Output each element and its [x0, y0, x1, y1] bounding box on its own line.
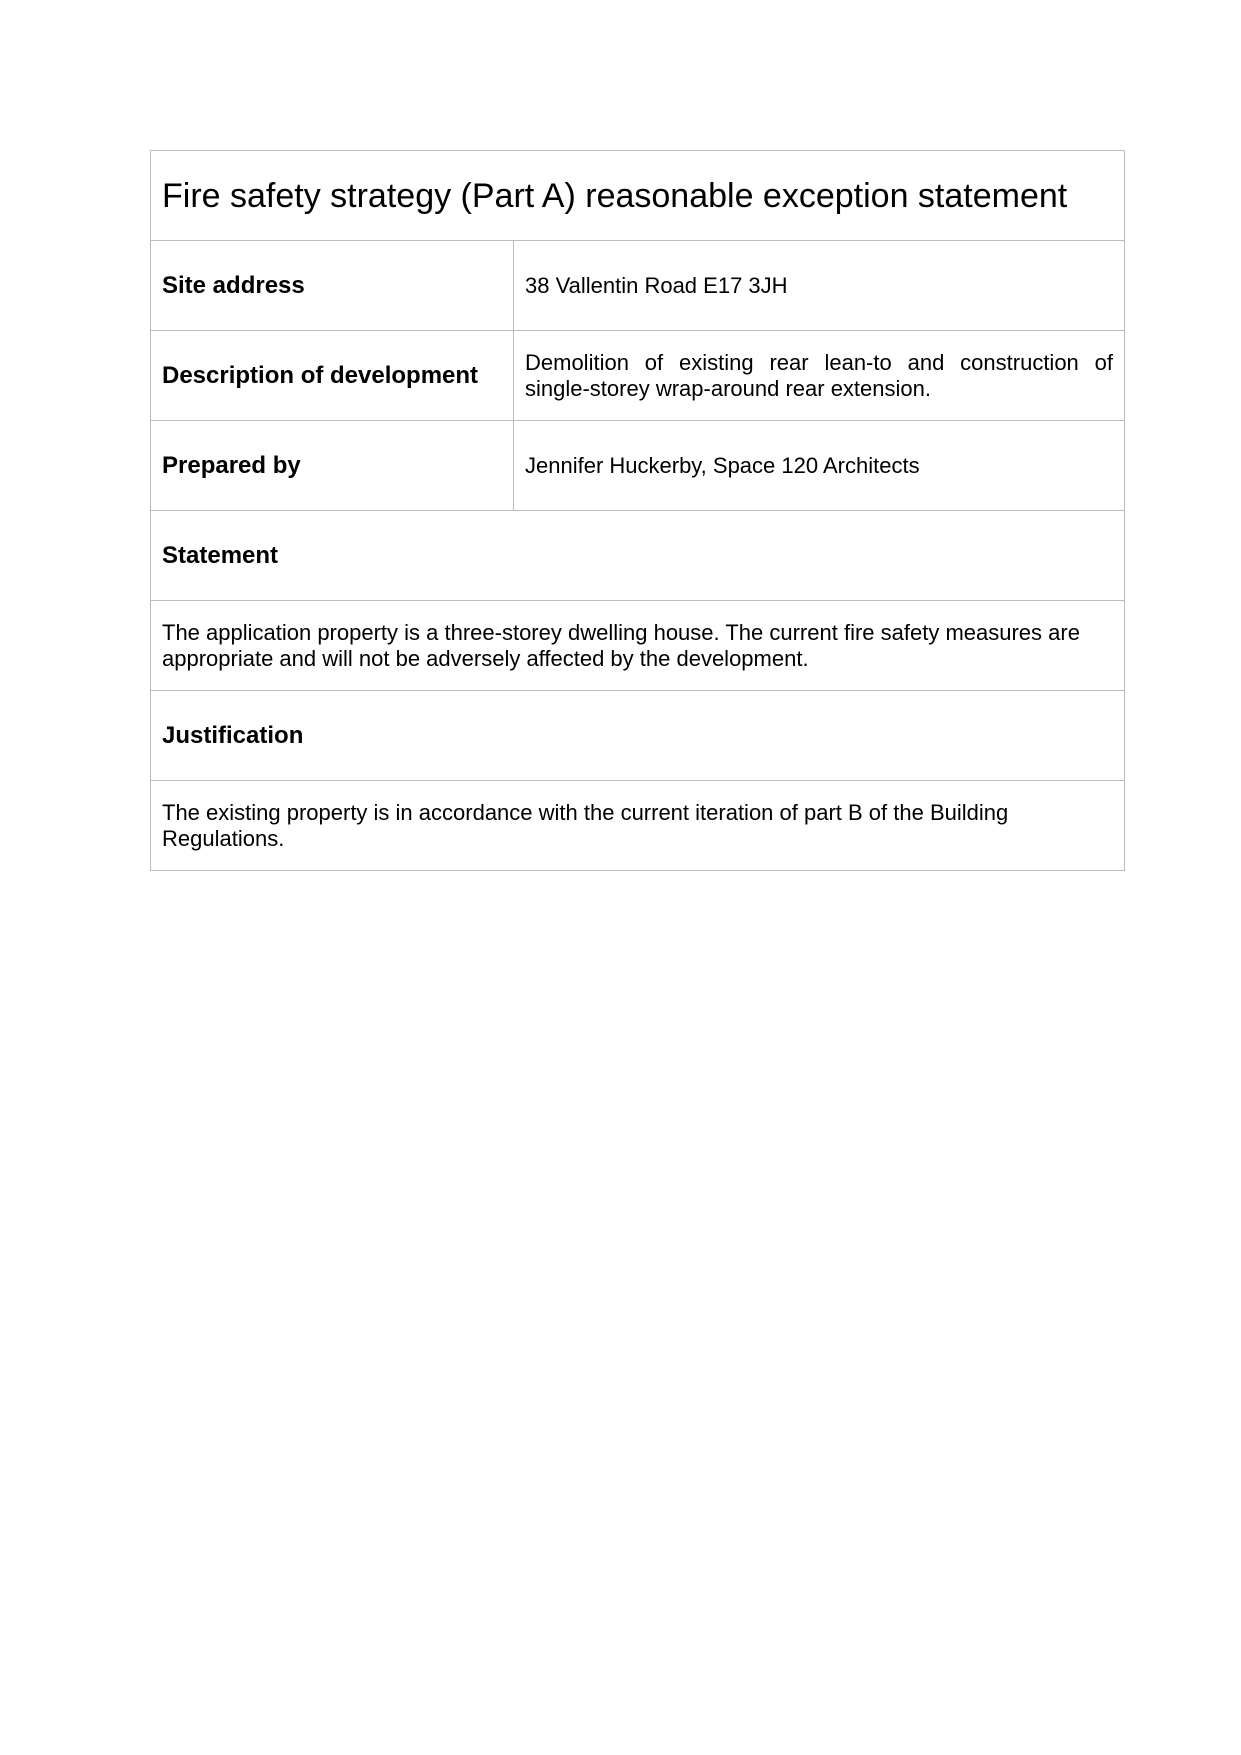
justification-heading: Justification: [151, 691, 1125, 781]
document-title: Fire safety strategy (Part A) reasonable exception statement: [151, 151, 1125, 241]
title-row: [151, 151, 1125, 241]
justification-heading-row: [151, 691, 1125, 781]
justification-text-row: [151, 781, 1125, 871]
statement-heading: Statement: [151, 511, 1125, 601]
justification-text: The existing property is in accordance with the current iteration of part B of the Building Regulations.: [151, 781, 1125, 871]
field-row-site-address: [151, 241, 1125, 331]
statement-text-row: [151, 601, 1125, 691]
prepared-by-label: Prepared by: [151, 421, 514, 511]
prepared-by-value: Jennifer Huckerby, Space 120 Architects: [514, 421, 1125, 511]
description-value: Demolition of existing rear lean-to and construction of single-storey wrap-around rear extension.: [514, 331, 1125, 421]
statement-heading-row: [151, 511, 1125, 601]
statement-text: The application property is a three-storey dwelling house. The current fire safety measures are appropriate and will not be adversely affected by the development.: [151, 601, 1125, 691]
fire-safety-statement-table: [150, 150, 1125, 871]
site-address-label: Site address: [151, 241, 514, 331]
field-row-description: [151, 331, 1125, 421]
site-address-value: 38 Vallentin Road E17 3JH: [514, 241, 1125, 331]
field-row-prepared-by: [151, 421, 1125, 511]
description-label: Description of development: [151, 331, 514, 421]
